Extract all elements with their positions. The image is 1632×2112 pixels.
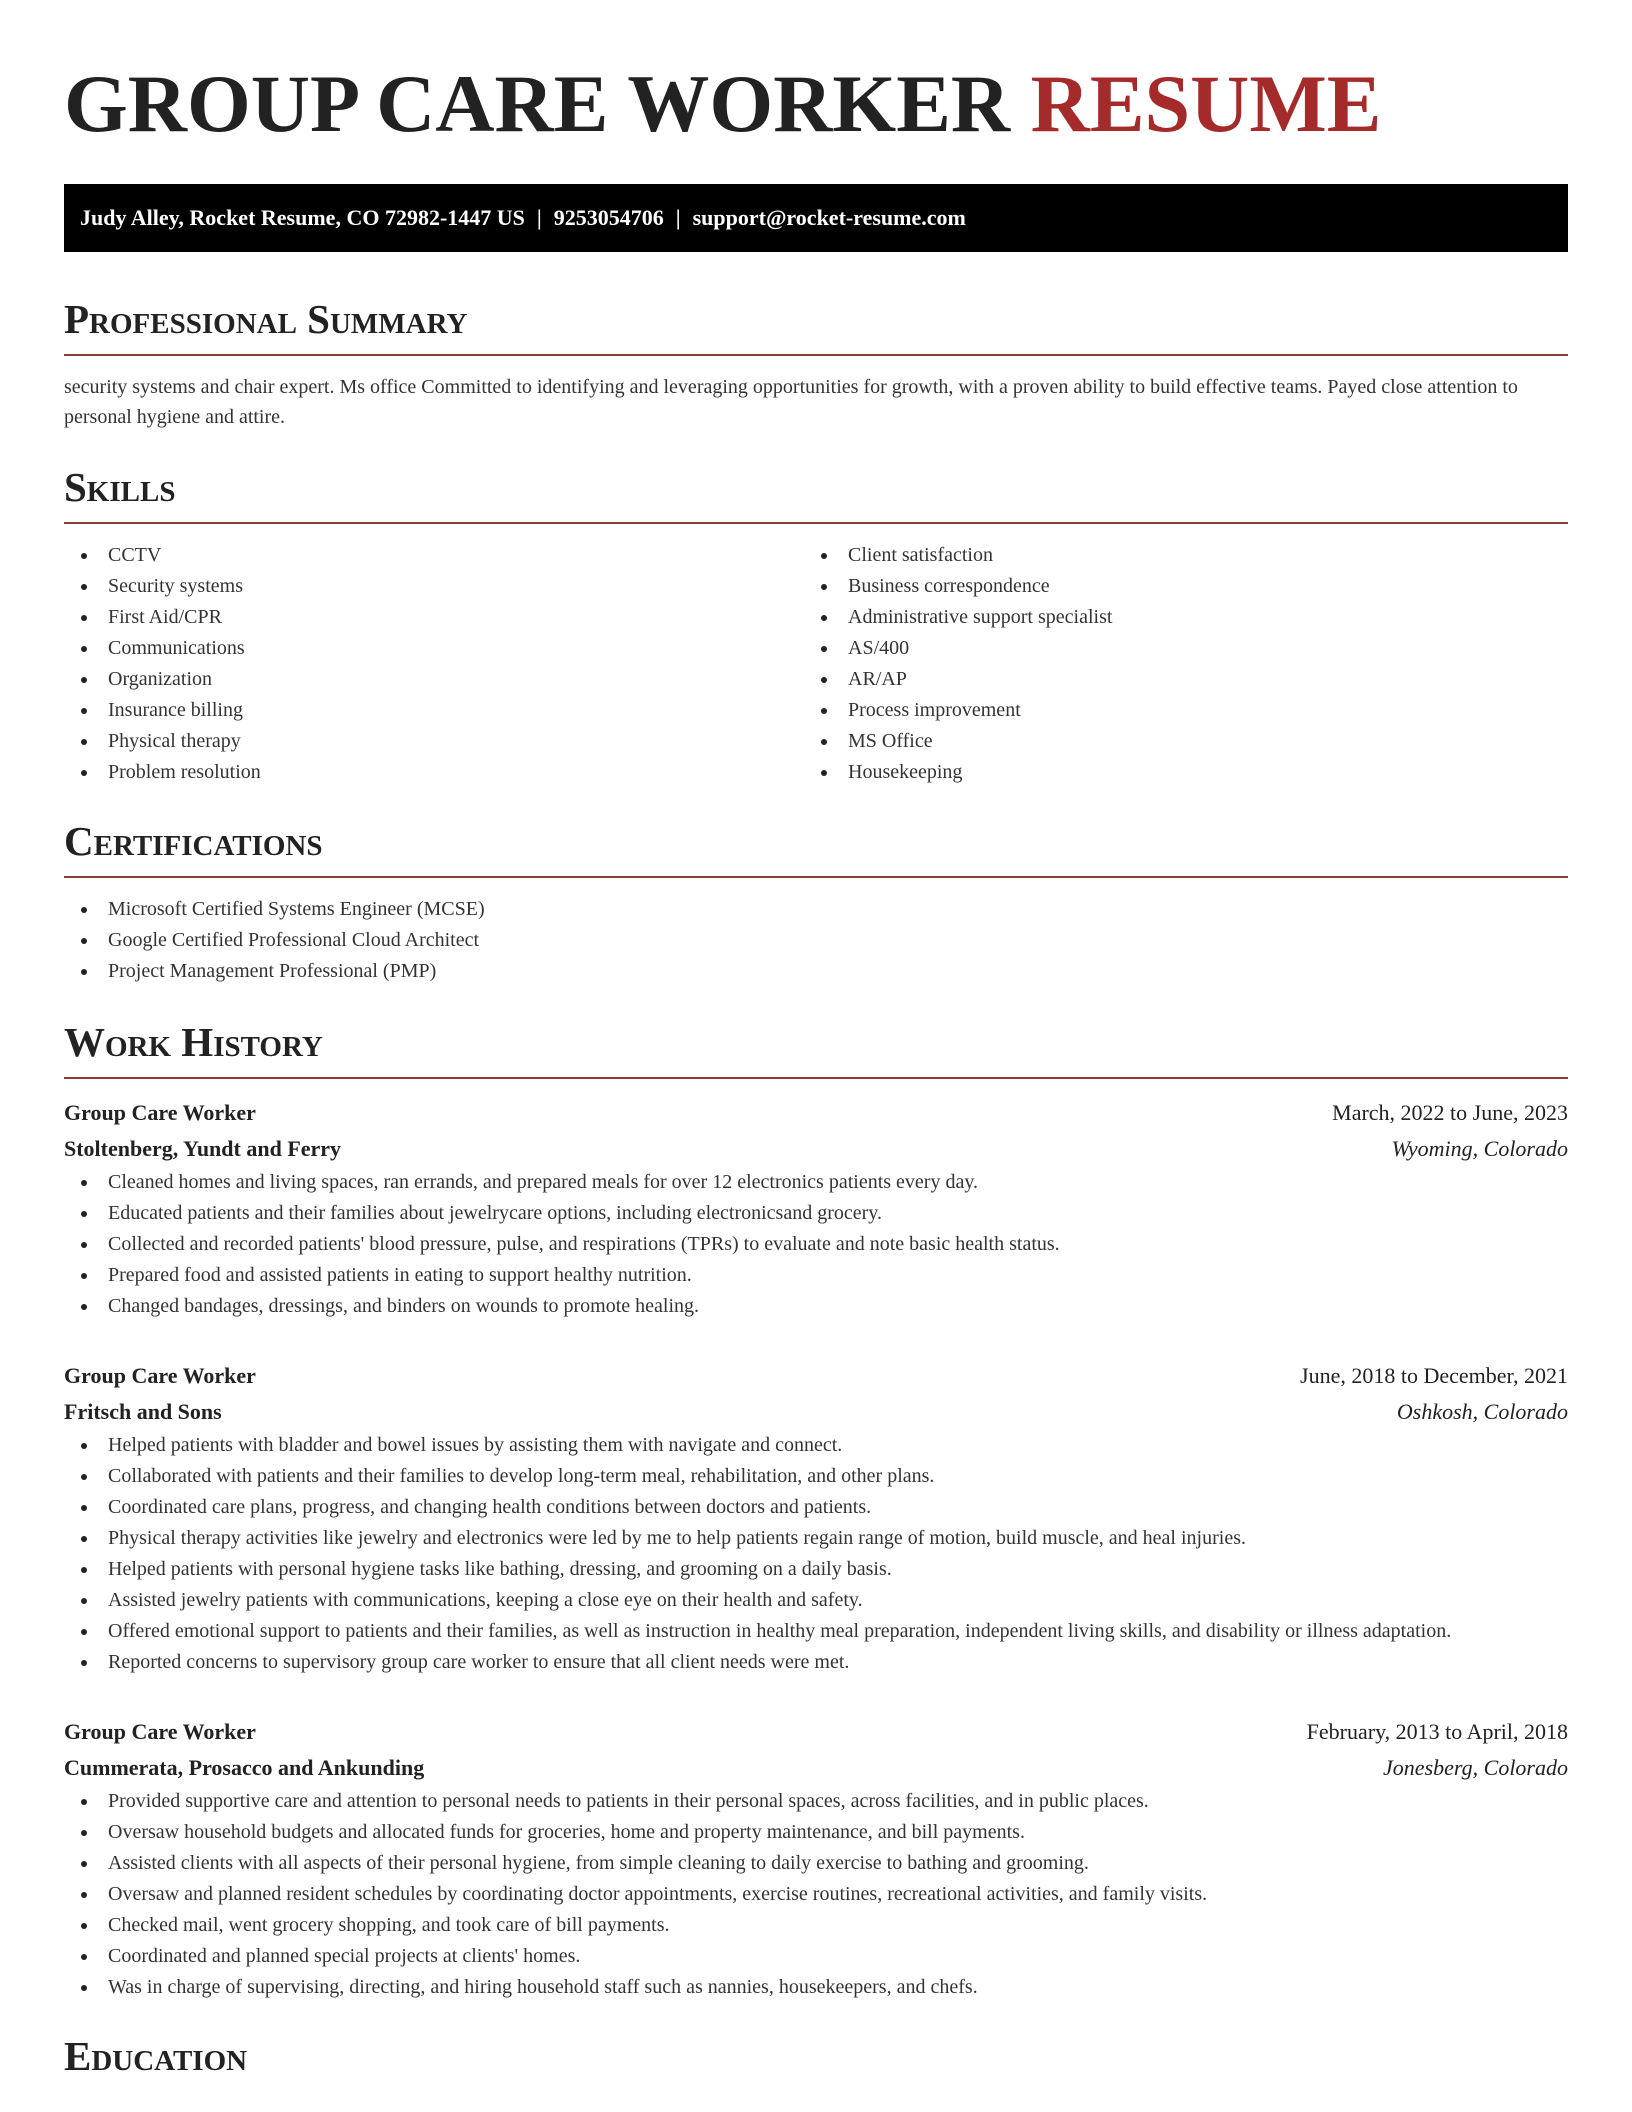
- job-duty: Oversaw and planned resident schedules by coordinating doctor appointments, exercise routines, recreational activities, and family visits.: [64, 1879, 1568, 1910]
- skill-item: AR/AP: [804, 664, 1544, 695]
- skill-item: Business correspondence: [804, 571, 1544, 602]
- job-entry: [64, 1095, 1568, 1322]
- job-duty: Provided supportive care and attention to personal needs to patients in their personal spaces, across facilities, and in public places.: [64, 1786, 1568, 1817]
- job-duties-list: [64, 1786, 1568, 2003]
- job-duty: Changed bandages, dressings, and binders on wounds to promote healing.: [64, 1291, 1568, 1322]
- job-duty: Was in charge of supervising, directing, and hiring household staff such as nannies, housekeepers, and chefs.: [64, 1972, 1568, 2003]
- work-history-section: [64, 1017, 1568, 2003]
- job-duty: Assisted clients with all aspects of their personal hygiene, from simple cleaning to daily exercise to bathing and grooming.: [64, 1848, 1568, 1879]
- resume-title: [64, 0, 1568, 150]
- section-heading-certifications: Certifications: [64, 818, 323, 864]
- job-company-row: [64, 1131, 1568, 1167]
- job-company: Cummerata, Prosacco and Ankunding: [64, 1755, 425, 1780]
- skill-item: Problem resolution: [64, 757, 804, 788]
- section-heading-education: Education: [64, 2033, 248, 2079]
- contact-address: Judy Alley, Rocket Resume, CO 72982-1447 US: [80, 205, 525, 230]
- job-duty: Reported concerns to supervisory group care worker to ensure that all client needs were met.: [64, 1647, 1568, 1678]
- job-duty: Coordinated care plans, progress, and changing health conditions between doctors and patients.: [64, 1492, 1568, 1523]
- job-duty: Cleaned homes and living spaces, ran errands, and prepared meals for over 12 electronics patients every day.: [64, 1167, 1568, 1198]
- job-duty: Collected and recorded patients' blood pressure, pulse, and respirations (TPRs) to evaluate and note basic health status.: [64, 1229, 1568, 1260]
- job-duties-list: [64, 1167, 1568, 1322]
- job-title-row: [64, 1095, 1568, 1131]
- certifications-section: [64, 816, 1568, 987]
- skill-item: Insurance billing: [64, 695, 804, 726]
- summary-text: security systems and chair expert. Ms office Committed to identifying and leveraging opportunities for growth, with a proven ability to build effective teams. Payed close attention to personal hygiene and attire.: [64, 376, 1518, 428]
- contact-separator: |: [675, 205, 681, 230]
- certifications-list: [64, 894, 1568, 987]
- contact-separator: |: [536, 205, 542, 230]
- skill-item: Security systems: [64, 571, 804, 602]
- skill-item: MS Office: [804, 726, 1544, 757]
- summary-section: [64, 294, 1568, 432]
- skill-item: AS/400: [804, 633, 1544, 664]
- skill-item: CCTV: [64, 540, 804, 571]
- job-duty: Helped patients with personal hygiene tasks like bathing, dressing, and grooming on a daily basis.: [64, 1554, 1568, 1585]
- job-title-row: [64, 1358, 1568, 1394]
- section-divider: [64, 876, 1568, 878]
- job-company: Fritsch and Sons: [64, 1399, 222, 1424]
- section-heading-skills: Skills: [64, 464, 176, 510]
- certification-item: Project Management Professional (PMP): [64, 956, 1568, 987]
- job-duty: Physical therapy activities like jewelry and electronics were led by me to help patients regain range of motion, build muscle, and heal injuries.: [64, 1523, 1568, 1554]
- certification-item: Microsoft Certified Systems Engineer (MCSE): [64, 894, 1568, 925]
- skill-item: Housekeeping: [804, 757, 1544, 788]
- skills-grid: [64, 540, 1568, 788]
- job-duty: Helped patients with bladder and bowel issues by assisting them with navigate and connect.: [64, 1430, 1568, 1461]
- skill-item: Communications: [64, 633, 804, 664]
- certification-item: Google Certified Professional Cloud Architect: [64, 925, 1568, 956]
- section-divider: [64, 354, 1568, 356]
- job-duty: Prepared food and assisted patients in eating to support healthy nutrition.: [64, 1260, 1568, 1291]
- contact-bar: [64, 184, 1568, 252]
- skill-item: Administrative support specialist: [804, 602, 1544, 633]
- education-section: [64, 2031, 1568, 2081]
- job-duty: Assisted jewelry patients with communications, keeping a close eye on their health and safety.: [64, 1585, 1568, 1616]
- skill-item: Organization: [64, 664, 804, 695]
- skill-item: Process improvement: [804, 695, 1544, 726]
- job-title: Group Care Worker: [64, 1100, 256, 1125]
- job-company: Stoltenberg, Yundt and Ferry: [64, 1136, 342, 1161]
- job-duty: Checked mail, went grocery shopping, and took care of bill payments.: [64, 1910, 1568, 1941]
- job-duty: Educated patients and their families about jewelrycare options, including electronicsand grocery.: [64, 1198, 1568, 1229]
- skill-item: First Aid/CPR: [64, 602, 804, 633]
- skill-item: Physical therapy: [64, 726, 804, 757]
- resume-title-accent: RESUME: [1030, 58, 1382, 149]
- section-heading-work-history: Work History: [64, 1019, 323, 1065]
- skill-item: Client satisfaction: [804, 540, 1544, 571]
- contact-phone: 9253054706: [553, 205, 664, 230]
- resume-page: [64, 0, 1568, 2081]
- job-entry: [64, 1358, 1568, 1678]
- job-duty: Oversaw household budgets and allocated funds for groceries, home and property maintenance, and bill payments.: [64, 1817, 1568, 1848]
- job-entry: [64, 1714, 1568, 2003]
- job-title-row: [64, 1714, 1568, 1750]
- job-location: Wyoming, Colorado: [1391, 1136, 1568, 1161]
- job-dates: February, 2013 to April, 2018: [1306, 1719, 1568, 1744]
- job-duty: Coordinated and planned special projects at clients' homes.: [64, 1941, 1568, 1972]
- contact-email: support@rocket-resume.com: [692, 205, 966, 230]
- section-divider: [64, 1077, 1568, 1079]
- section-divider: [64, 522, 1568, 524]
- job-company-row: [64, 1394, 1568, 1430]
- job-duty: Collaborated with patients and their families to develop long-term meal, rehabilitation, and other plans.: [64, 1461, 1568, 1492]
- skills-section: [64, 462, 1568, 788]
- job-location: Jonesberg, Colorado: [1383, 1755, 1568, 1780]
- section-heading-summary: Professional Summary: [64, 296, 468, 342]
- job-location: Oshkosh, Colorado: [1396, 1399, 1568, 1424]
- skills-list-right: [804, 540, 1544, 788]
- skills-list-left: [64, 540, 804, 788]
- job-duty: Offered emotional support to patients and their families, as well as instruction in healthy meal preparation, independent living skills, and disability or illness adaptation.: [64, 1616, 1568, 1647]
- resume-title-main: GROUP CARE WORKER: [64, 58, 1011, 149]
- job-title: Group Care Worker: [64, 1363, 256, 1388]
- job-company-row: [64, 1750, 1568, 1786]
- job-title: Group Care Worker: [64, 1719, 256, 1744]
- job-dates: June, 2018 to December, 2021: [1300, 1363, 1568, 1388]
- job-duties-list: [64, 1430, 1568, 1678]
- job-dates: March, 2022 to June, 2023: [1332, 1100, 1568, 1125]
